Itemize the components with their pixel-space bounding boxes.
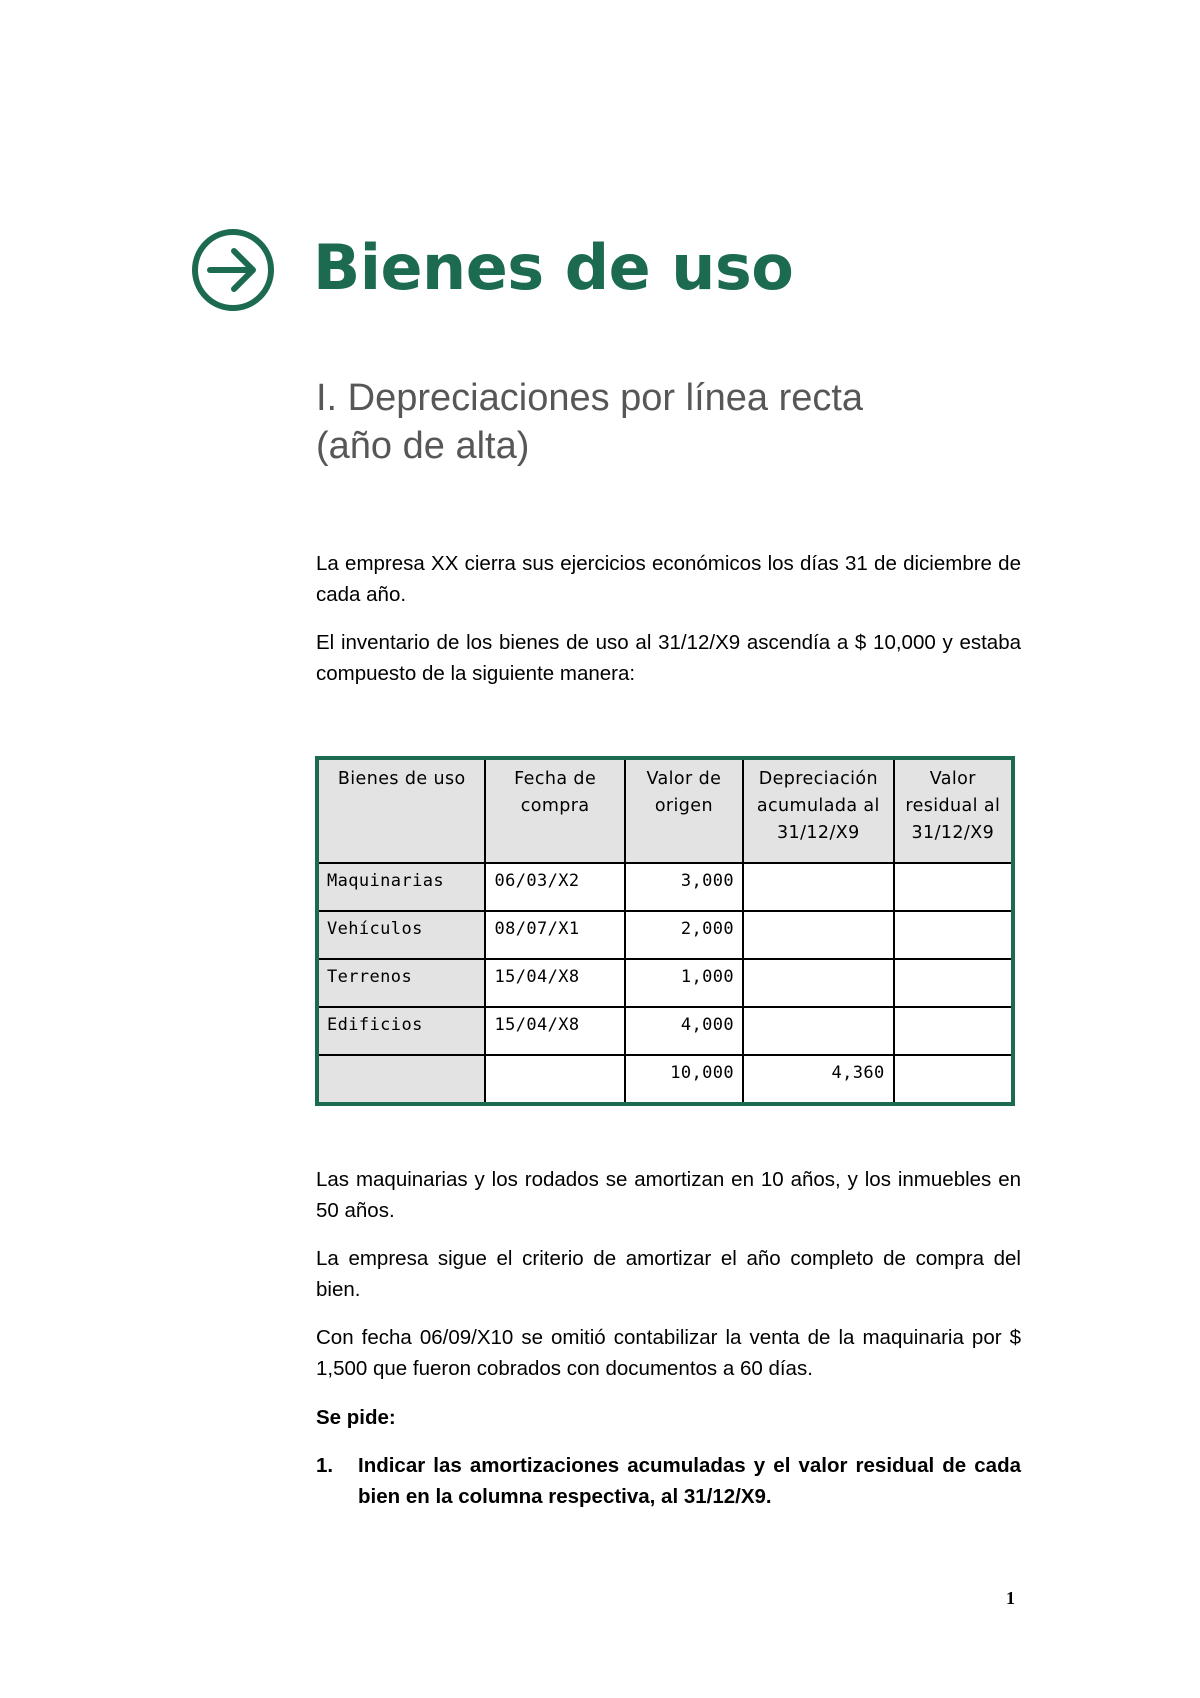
table-row [317,911,1013,959]
table-row [317,959,1013,1007]
cell-residual [894,863,1013,911]
cell-valor: 2,000 [625,911,743,959]
cell-valor: 1,000 [625,959,743,1007]
table-total-row [317,1055,1013,1104]
header-bienes: Bienes de uso [317,758,485,863]
page-number: 1 [1006,1588,1015,1608]
header-icon-wrap [190,225,276,315]
paragraph-se-pide: Se pide: [316,1406,396,1429]
page-title: Bienes de uso [313,231,794,304]
table-row [317,863,1013,911]
cell-fecha: 06/03/X2 [485,863,624,911]
list-item-number: 1. [316,1454,334,1477]
cell-fecha: 15/04/X8 [485,1007,624,1055]
total-valor: 10,000 [625,1055,743,1104]
paragraph-venta: Con fecha 06/09/X10 se omitió contabilizar la venta de la maquinaria por $ 1,500 que fueron cobrados con documentos a 60 días. [316,1326,1021,1380]
table-row [317,1007,1013,1055]
header-valor: Valor de origen [625,758,743,863]
cell-fecha: 08/07/X1 [485,911,624,959]
inventory-table [315,756,1015,1106]
cell-bien: Maquinarias [317,863,485,911]
cell-depreciacion [743,959,894,1007]
cell-residual [894,1007,1013,1055]
total-depreciacion: 4,360 [743,1055,894,1104]
total-fecha [485,1055,624,1104]
header-fecha: Fecha de compra [485,758,624,863]
cell-fecha: 15/04/X8 [485,959,624,1007]
paragraph-amortizacion: Las maquinarias y los rodados se amortizan en 10 años, y los inmuebles en 50 años. [316,1168,1021,1222]
paragraph-inventario: El inventario de los bienes de uso al 31/12/X9 ascendía a $ 10,000 y estaba compuesto de la siguiente manera: [316,631,1021,685]
header-residual: Valor residual al 31/12/X9 [894,758,1013,863]
cell-bien: Vehículos [317,911,485,959]
section-title [316,374,863,470]
header-depreciacion: Depreciación acumulada al 31/12/X9 [743,758,894,863]
cell-depreciacion [743,863,894,911]
section-title-line1: I. Depreciaciones por línea recta [316,377,864,419]
cell-depreciacion [743,1007,894,1055]
cell-depreciacion [743,911,894,959]
total-residual [894,1055,1013,1104]
cell-bien: Terrenos [317,959,485,1007]
paragraph-cierre: La empresa XX cierra sus ejercicios económicos los días 31 de diciembre de cada año. [316,552,1021,606]
list-item [316,1450,1021,1512]
list-item-text: Indicar las amortizaciones acumuladas y el valor residual de cada bien en la columna respectiva, al 31/12/X9. [358,1454,1021,1508]
total-bien [317,1055,485,1104]
table-header-row [317,758,1013,863]
section-title-line2: (año de alta) [316,425,530,467]
cell-residual [894,911,1013,959]
cell-valor: 3,000 [625,863,743,911]
arrow-right-circle-icon [190,227,276,313]
cell-bien: Edificios [317,1007,485,1055]
cell-residual [894,959,1013,1007]
paragraph-criterio: La empresa sigue el criterio de amortizar el año completo de compra del bien. [316,1247,1021,1301]
cell-valor: 4,000 [625,1007,743,1055]
